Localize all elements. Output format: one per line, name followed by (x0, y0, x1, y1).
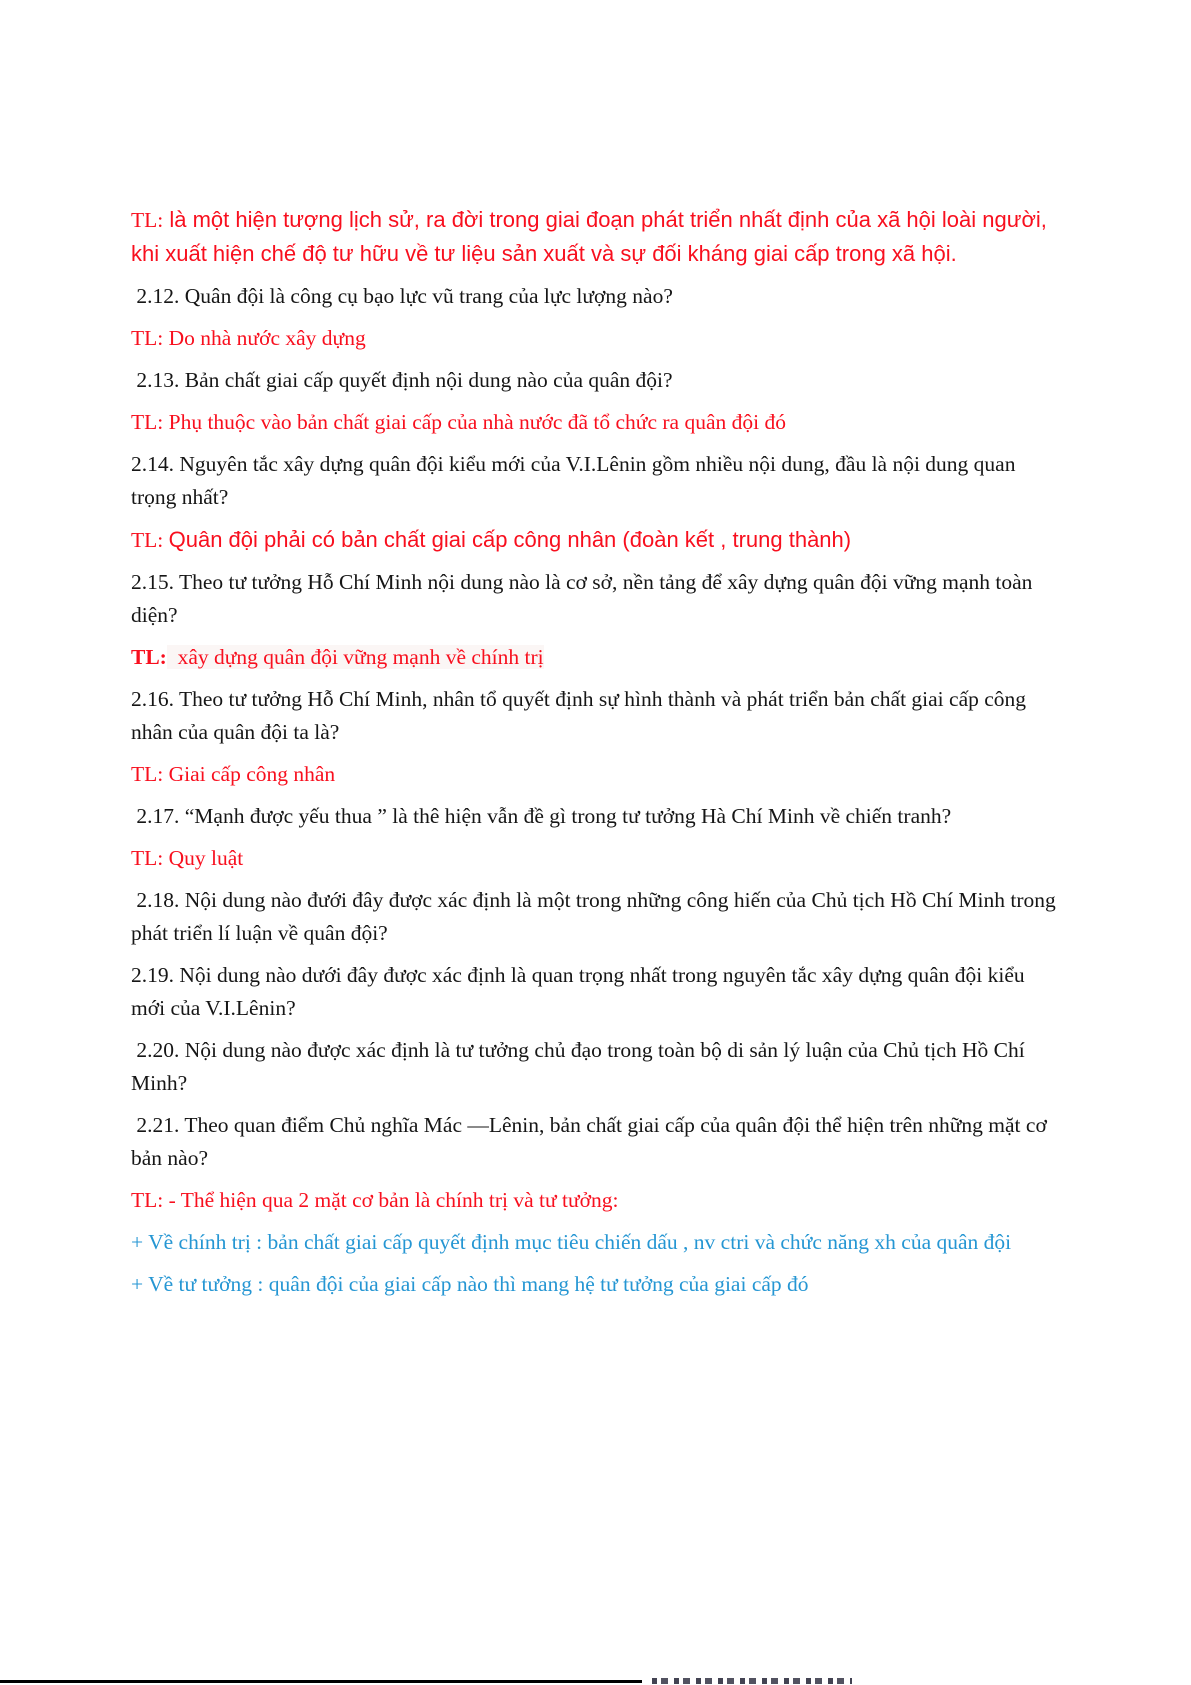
answer-paragraph-2-14 (131, 523, 1061, 557)
answer-paragraph-2-21: TL: - Thể hiện qua 2 mặt cơ bản là chính trị và tư tưởng: (131, 1188, 619, 1212)
question-paragraph-2-14: 2.14. Nguyên tắc xây dựng quân đội kiểu mới của V.I.Lênin gồm nhiều nội dung, đầu là nội dung quan trọng nhất? (131, 452, 1021, 509)
answer-prefix: TL: (131, 528, 169, 552)
answer-paragraph-2-13: TL: Phụ thuộc vào bản chất giai cấp của nhà nước đã tổ chức ra quân đội đó (131, 410, 786, 434)
answer-body: là một hiện tượng lịch sử, ra đời trong giai đoạn phát triển nhất định của xã hội loài người, khi xuất hiện chế độ tư hữu về tư liệu sản xuất và sự đối kháng giai cấp trong xã hội. (131, 207, 1054, 266)
note-paragraph-chinh-tri: + Về chính trị : bản chất giai cấp quyết định mục tiêu chiến dấu , nv ctri và chức năng xh của quân đội (131, 1230, 1012, 1254)
question-paragraph-2-20: 2.20. Nội dung nào được xác định là tư tưởng chủ đạo trong toàn bộ di sản lý luận của Chủ tịch Hồ Chí Minh? (131, 1038, 1031, 1095)
answer-body: xây dựng quân đội vững mạnh về chính trị (166, 645, 544, 669)
question-paragraph-2-18: 2.18. Nội dung nào đưới đây được xác định là một trong những công hiến của Chủ tịch Hồ Chí Minh trong phát triển lí luận về quân đội? (131, 888, 1062, 945)
clipped-footer-text-fragment (652, 1678, 852, 1684)
answer-paragraph-2-17: TL: Quy luật (131, 846, 244, 870)
question-paragraph-2-13: 2.13. Bản chất giai cấp quyết định nội dung nào của quân đội? (131, 368, 673, 392)
question-paragraph-2-19: 2.19. Nội dung nào dưới đây được xác định là quan trọng nhất trong nguyên tắc xây dựng quân đội kiểu mới của V.I.Lênin? (131, 963, 1031, 1020)
question-paragraph-2-12: 2.12. Quân đội là công cụ bạo lực vũ trang của lực lượng nào? (131, 284, 673, 308)
clipped-footer-bar (0, 1680, 642, 1683)
answer-body: Quân đội phải có bản chất giai cấp công nhân (đoàn kết , trung thành) (168, 527, 852, 552)
question-paragraph-2-16: 2.16. Theo tư tưởng Hỗ Chí Minh, nhân tổ quyết định sự hình thành và phát triển bản chất giai cấp công nhân của quân đội ta là? (131, 687, 1032, 744)
question-paragraph-2-21: 2.21. Theo quan điểm Chủ nghĩa Mác —Lênin, bản chất giai cấp của quân đội thể hiện trên những mặt cơ bản nào? (131, 1113, 1053, 1170)
note-paragraph-tu-tuong: + Về tư tưởng : quân đội của giai cấp nào thì mang hệ tư tưởng của giai cấp đó (131, 1272, 809, 1296)
question-paragraph-2-17: 2.17. “Mạnh được yếu thua ” là thê hiện vẫn đề gì trong tư tưởng Hà Chí Minh về chiến tranh? (131, 804, 952, 828)
answer-prefix: TL: (131, 645, 167, 669)
answer-paragraph-2-16: TL: Giai cấp công nhân (131, 762, 336, 786)
answer-paragraph-2-15 (131, 641, 1061, 674)
answer-prefix: TL: (131, 208, 164, 232)
answer-paragraph-2-12: TL: Do nhà nước xây dựng (131, 326, 366, 350)
question-paragraph-2-15: 2.15. Theo tư tưởng Hỗ Chí Minh nội dung nào là cơ sở, nền tảng để xây dựng quân đội vững mạnh toàn diện? (131, 570, 1038, 627)
answer-paragraph-intro (131, 203, 1061, 271)
